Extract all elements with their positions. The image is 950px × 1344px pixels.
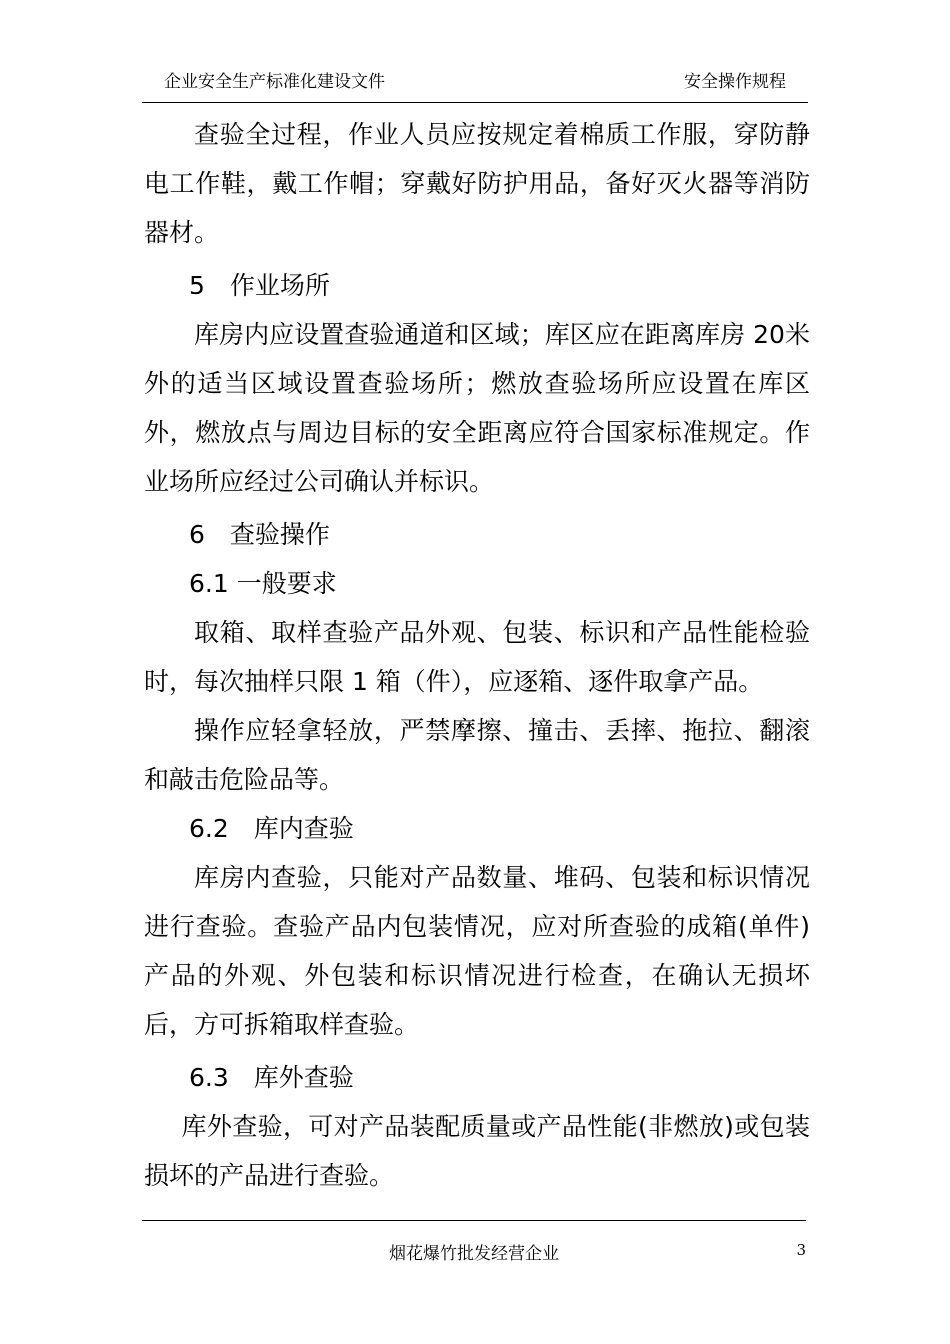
header-document-title: 企业安全生产标准化建设文件 <box>164 72 385 92</box>
page-header <box>142 62 808 103</box>
footer-company-type: 烟花爆竹批发经营企业 <box>389 1244 559 1264</box>
paragraph-sampling: 取箱、取样查验产品外观、包装、标识和产品性能检验时，每次抽样只限 1 箱（件），应逐箱、逐件取拿产品。 <box>144 618 810 696</box>
heading-section-6: 6 查验操作 <box>189 520 330 549</box>
heading-section-6-1: 6.1 一般要求 <box>189 569 337 598</box>
paragraph-protective-equipment: 查验全过程，作业人员应按规定着棉质工作服，穿防静电工作鞋，戴工作帽；穿戴好防护用品，备好灭火器等消防器材。 <box>144 120 810 247</box>
document-body <box>144 110 810 1200</box>
heading-section-5: 5 作业场所 <box>189 271 330 300</box>
page-footer <box>142 1220 806 1264</box>
paragraph-handling: 操作应轻拿轻放，严禁摩擦、撞击、丢摔、拖拉、翻滚和敲击危险品等。 <box>144 716 810 794</box>
paragraph-indoor-inspection: 库房内查验，只能对产品数量、堆码、包装和标识情况进行查验。查验产品内包装情况，应对所查验的成箱(单件)产品的外观、外包装和标识情况进行检查，在确认无损坏后，方可拆箱取样查验。 <box>144 863 810 1039</box>
page-number: 3 <box>796 1241 806 1259</box>
paragraph-outdoor-inspection: 库外查验，可对产品装配质量或产品性能(非燃放)或包装损坏的产品进行查验。 <box>144 1112 810 1190</box>
paragraph-work-place: 库房内应设置查验通道和区域；库区应在距离库房 20米外的适当区域设置查验场所；燃放查验场所应设置在库区外，燃放点与周边目标的安全距离应符合国家标准规定。作业场所应经过公司确认并标识。 <box>144 320 810 496</box>
header-section-title: 安全操作规程 <box>684 72 786 92</box>
heading-section-6-3: 6.3 库外查验 <box>189 1063 354 1092</box>
heading-section-6-2: 6.2 库内查验 <box>189 814 354 843</box>
